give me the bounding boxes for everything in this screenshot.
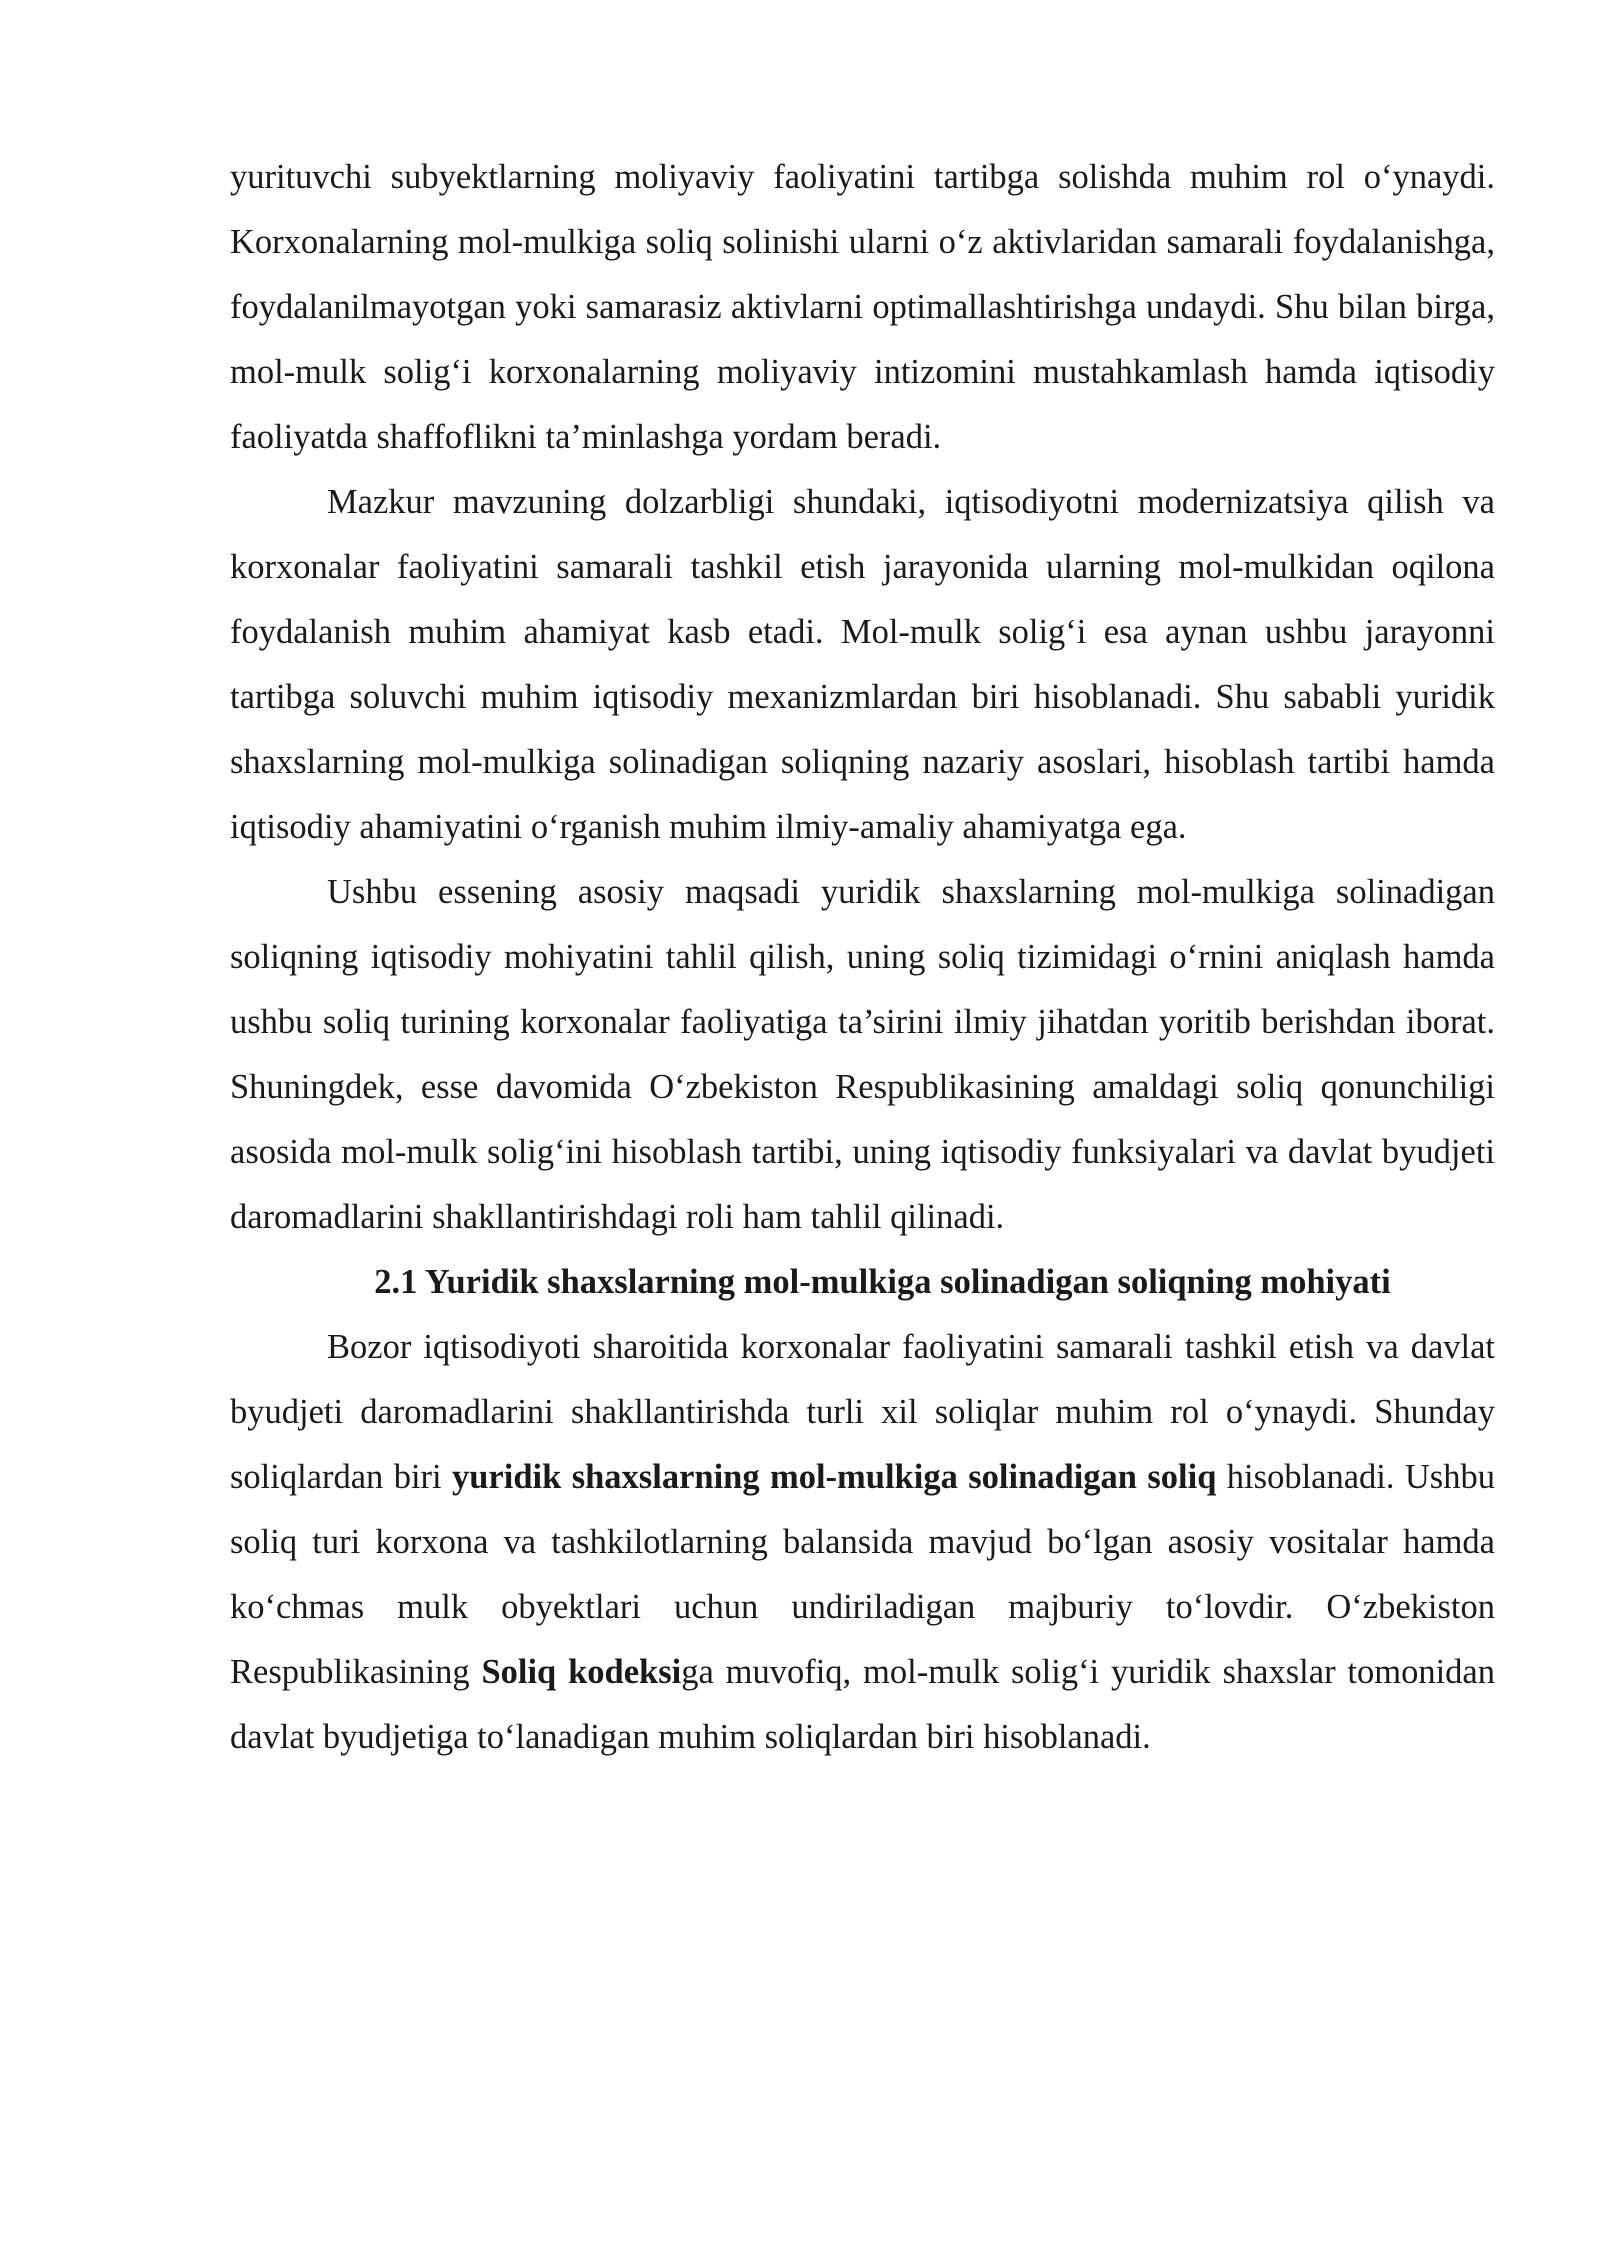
section-heading: 2.1 Yuridik shaxslarning mol-mulkiga solinadigan soliqning mohiyati — [374, 1263, 1391, 1301]
paragraph-intro-continuation: yurituvchi subyektlarning moliyaviy faoliyatini tartibga solishda muhim rol o‘ynaydi. Korxonalarning mol-mulkiga soliq solinishi ularni o‘z aktivlaridan samarali foydalanishga, foydalanilmayotgan yoki samarasiz aktivlarni optimallashtirishga undaydi. Shu bilan birga, mol-mulk solig‘i korxonalarning moliyaviy intizomini mustahkamlash hamda iqtisodiy faoliyatda shaffoflikni ta’minlashga yordam beradi. — [230, 158, 1495, 456]
paragraph-essence-text-2: hisoblanadi. Ushbu soliq turi korxona va tashkilotlarning balansida mavjud bo‘lgan asosiy vositalar hamda ko‘chmas mulk obyektlari uchun undiriladigan majburiy to‘lovdir. O‘zbekiston Respublikasining — [230, 1458, 1495, 1691]
paragraph-aim: Ushbu essening asosiy maqsadi yuridik shaxslarning mol-mulkiga solinadigan soliqning iqtisodiy mohiyatini tahlil qilish, uning soliq tizimidagi o‘rnini aniqlash hamda ushbu soliq turining korxonalar faoliyatiga ta’sirini ilmiy jihatdan yoritib berishdan iborat. Shuningdek, esse davomida O‘zbekiston Respublikasining amaldagi soliq qonunchiligi asosida mol-mulk solig‘ini hisoblash tartibi, uning iqtisodiy funksiyalari va davlat byudjeti daromadlarini shakllantirishdagi roli ham tahlil qilinadi. — [230, 873, 1495, 1236]
bold-term-tax-name: yuridik shaxslarning mol-mulkiga solinadigan soliq — [452, 1458, 1217, 1496]
paragraph-essence-text-3: ga muvofiq, mol-mulk solig‘i yuridik shaxslar tomonidan davlat byudjetiga to‘lanadigan muhim soliqlardan biri hisoblanadi. — [230, 1653, 1495, 1756]
paragraph-essence-text-1: Bozor iqtisodiyoti sharoitida korxonalar faoliyatini samarali tashkil etish va davlat byudjeti daromadlarini shakllantirishda turli xil soliqlar muhim rol o‘ynaydi. Shunday soliqlardan biri — [230, 1328, 1495, 1496]
paragraph-relevance: Mazkur mavzuning dolzarbligi shundaki, iqtisodiyotni modernizatsiya qilish va korxonalar faoliyatini samarali tashkil etish jarayonida ularning mol-mulkidan oqilona foydalanish muhim ahamiyat kasb etadi. Mol-mulk solig‘i esa aynan ushbu jarayonni tartibga soluvchi muhim iqtisodiy mexanizmlardan biri hisoblanadi. Shu sababli yuridik shaxslarning mol-mulkiga solinadigan soliqning nazariy asoslari, hisoblash tartibi hamda iqtisodiy ahamiyatini o‘rganish muhim ilmiy-amaliy ahamiyatga ega. — [230, 483, 1495, 846]
bold-term-tax-code: Soliq kodeksi — [481, 1653, 682, 1691]
document-page — [230, 145, 1495, 1770]
paragraph-essence — [230, 1315, 1495, 1770]
